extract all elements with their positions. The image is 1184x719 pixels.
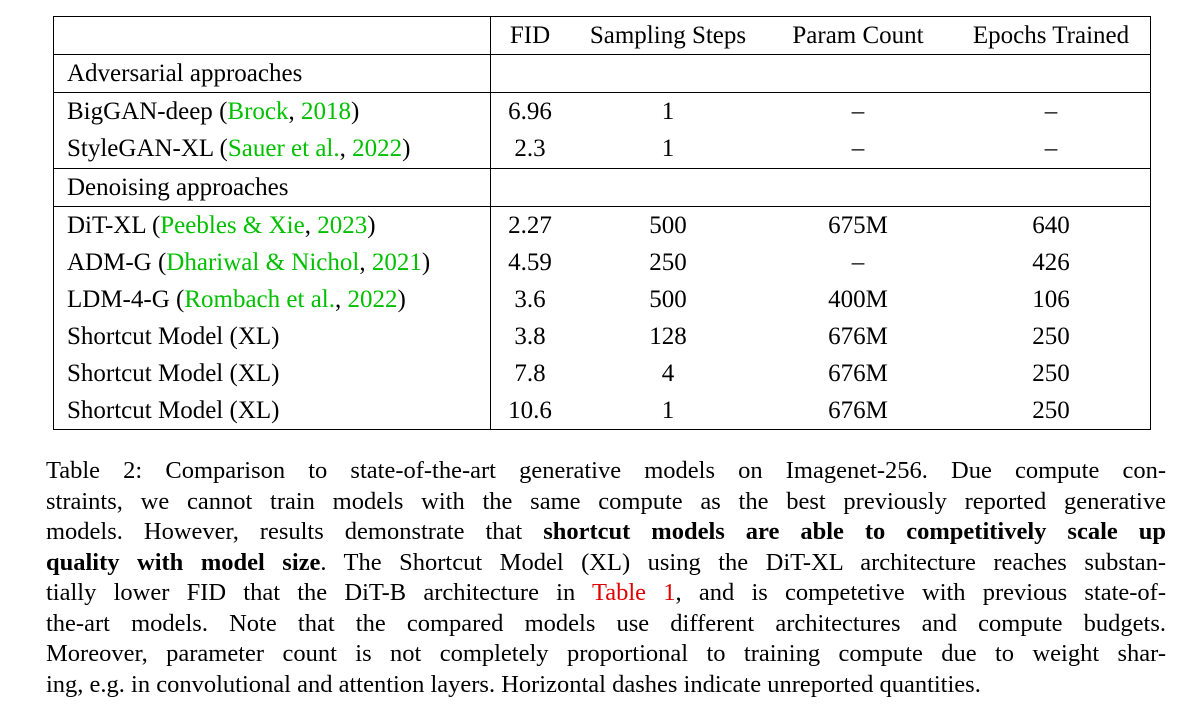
citation-link[interactable]: Brock xyxy=(227,98,289,125)
caption-line: Table 2: Comparison to state-of-the-art generative models on Imagenet-256. Due compute con- xyxy=(46,457,1166,484)
caption-line: Moreover, parameter count is not completely proportional to training compute due to weight shar- xyxy=(46,640,1166,667)
params-value: 400M xyxy=(828,286,888,313)
fid-value: 4.59 xyxy=(508,249,552,276)
table-row xyxy=(54,281,1150,318)
header-epochs-trained: Epochs Trained xyxy=(972,22,1130,49)
table-row xyxy=(54,355,1150,392)
caption-line: tially lower FID that the DiT-B architecture in Table 1, and is competetive with previous state-of- xyxy=(46,579,1166,606)
citation-link[interactable]: Dhariwal & Nichol xyxy=(166,249,360,276)
caption-line: models. However, results demonstrate that shortcut models are able to competitively scale up xyxy=(46,518,1166,545)
steps-value: 128 xyxy=(649,323,687,350)
header-sampling-steps: Sampling Steps xyxy=(589,22,747,49)
epochs-value: – xyxy=(1044,135,1058,162)
model-name: ADM-G (Dhariwal & Nichol, 2021) xyxy=(67,249,431,276)
citation-year-link[interactable]: 2022 xyxy=(347,286,398,313)
steps-value: 4 xyxy=(661,360,675,387)
params-value: 676M xyxy=(828,360,888,387)
params-value: – xyxy=(851,98,865,125)
steps-value: 1 xyxy=(661,98,675,125)
steps-value: 250 xyxy=(649,249,687,276)
params-value: 675M xyxy=(828,212,888,239)
steps-value: 1 xyxy=(661,135,675,162)
section-title: Adversarial approaches xyxy=(67,60,303,87)
epochs-value: 250 xyxy=(1032,360,1070,387)
citation-link[interactable]: Sauer et al. xyxy=(227,135,340,162)
caption-line: straints, we cannot train models with the same compute as the best previously reported generative xyxy=(46,487,1166,515)
model-name: Shortcut Model (XL) xyxy=(67,323,280,350)
epochs-value: 426 xyxy=(1032,249,1070,276)
fid-value: 2.27 xyxy=(508,212,552,239)
header-param-count: Param Count xyxy=(792,22,924,49)
citation-year-link[interactable]: 2018 xyxy=(301,98,351,125)
steps-value: 1 xyxy=(661,397,675,424)
model-name: StyleGAN-XL (Sauer et al., 2022) xyxy=(67,135,411,162)
model-name: LDM-4-G (Rombach et al., 2022) xyxy=(67,286,406,313)
section-title: Denoising approaches xyxy=(67,174,289,201)
header-fid: FID xyxy=(509,22,551,49)
fid-value: 6.96 xyxy=(508,98,552,125)
table-row xyxy=(54,207,1150,244)
citation-link[interactable]: Rombach et al. xyxy=(184,286,335,313)
table-row xyxy=(54,392,1150,429)
model-name: Shortcut Model (XL) xyxy=(67,397,280,424)
table-row xyxy=(54,130,1150,167)
fid-value: 3.6 xyxy=(514,286,546,313)
table-row xyxy=(54,93,1150,130)
fid-value: 2.3 xyxy=(514,135,546,162)
params-value: 676M xyxy=(828,397,888,424)
epochs-value: 250 xyxy=(1032,323,1070,350)
citation-year-link[interactable]: 2023 xyxy=(317,212,368,239)
fid-value: 7.8 xyxy=(514,360,546,387)
fid-value: 10.6 xyxy=(508,397,552,424)
fid-value: 3.8 xyxy=(514,323,546,350)
citation-year-link[interactable]: 2022 xyxy=(352,135,403,162)
table-reference-link[interactable]: Table 1 xyxy=(592,579,676,606)
table-row xyxy=(54,244,1150,281)
caption-line: the-art models. Note that the compared models use different architectures and compute budgets. xyxy=(46,609,1166,637)
epochs-value: – xyxy=(1044,98,1058,125)
model-name: Shortcut Model (XL) xyxy=(67,360,280,387)
table-row xyxy=(54,318,1150,355)
caption-bold-text: shortcut models are able to competitively scale up xyxy=(543,518,1166,545)
steps-value: 500 xyxy=(649,286,687,313)
section-title-row xyxy=(54,169,1150,206)
caption-bold-text: quality with model size xyxy=(46,548,321,576)
caption-line: quality with model size. The Shortcut Model (XL) using the DiT-XL architecture reaches substan- xyxy=(46,548,1166,576)
epochs-value: 640 xyxy=(1032,212,1070,239)
citation-year-link[interactable]: 2021 xyxy=(371,249,422,276)
table-caption xyxy=(46,456,1166,700)
params-value: – xyxy=(851,135,865,162)
epochs-value: 106 xyxy=(1032,286,1070,313)
table-header-row xyxy=(54,17,1150,54)
params-value: – xyxy=(851,249,865,276)
params-value: 676M xyxy=(828,323,888,350)
model-name: DiT-XL (Peebles & Xie, 2023) xyxy=(67,212,376,239)
steps-value: 500 xyxy=(649,212,687,239)
epochs-value: 250 xyxy=(1032,397,1070,424)
caption-line: ing, e.g. in convolutional and attention layers. Horizontal dashes indicate unreported quantities. xyxy=(46,670,981,698)
comparison-table xyxy=(53,16,1151,430)
model-name: BigGAN-deep (Brock, 2018) xyxy=(67,98,360,125)
section-title-row xyxy=(54,55,1150,92)
citation-link[interactable]: Peebles & Xie xyxy=(160,212,305,239)
